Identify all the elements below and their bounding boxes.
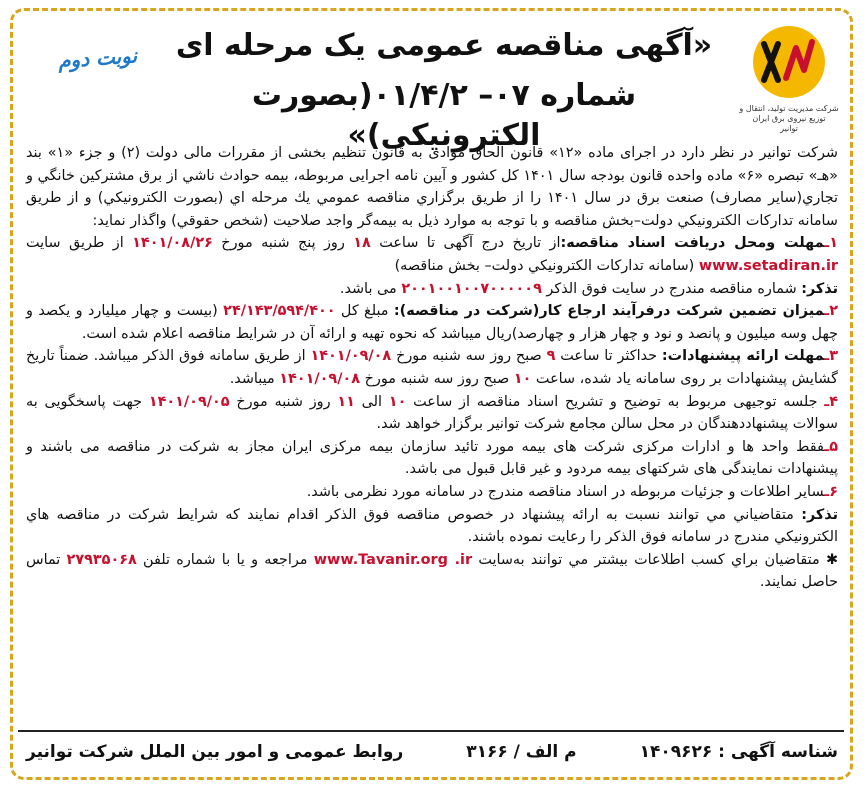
- item-number: ۴ـ: [824, 393, 838, 410]
- date-value: ۱۴۰۱/۰۹/۰۸: [279, 370, 361, 387]
- publisher: روابط عمومی و امور بین الملل شرکت توانیر: [26, 742, 404, 762]
- item-text: (بیست و چهار میلیارد و یکصد و چهل وسه میلیون و پانصد و نود و چهار هزار و چهارصد)ریال میباشد که نحوه تهیه و ارائه آن در شرایط مناقصه اعلام شده است.: [26, 303, 838, 342]
- item-text: فقط واحد ها و ادارات مرکزی شرکت های بیمه مورد تائید سازمان بیمه مرکزی ایران مجاز به شرکت در مناقصه می باشند و پیشنهادات نمایندگی های شرکتهای بیمه مردود و غیر قابل قبول می باشد.: [26, 438, 838, 478]
- item-text: صبح روز سه شنبه مورخ: [391, 348, 547, 365]
- note-label: تذکر:: [801, 280, 838, 297]
- item-text: مراجعه و یا با شماره تلفن: [136, 551, 314, 568]
- item-lead: مهلت ومحل دریافت اسناد مناقصه:: [560, 235, 825, 252]
- item-text: از طریق سایت: [26, 235, 133, 252]
- item-1: [26, 232, 838, 277]
- item-text: متقاضياني مي توانند نسبت به ارائه پیشنهاد در خصوص مناقصه فوق الذکر اقدام نمایند که شرایط شرکت در مناقصه هاي الكترونيكي مندرج در سامانه فوق الذكر را رعایت نموده باشند.: [26, 506, 838, 546]
- item-number: ۶ـ: [824, 483, 838, 500]
- item-number: ۱ـ: [824, 235, 839, 252]
- item-5: [26, 436, 838, 481]
- guarantee-amount: ۲۴/۱۴۳/۵۹۴/۴۰۰: [223, 303, 336, 320]
- item-2: [26, 300, 838, 345]
- item-lead: مهلت ارائه پیشنهادات:: [661, 348, 825, 365]
- item-text: سایر اطلاعات و جزئیات مربوطه در اسناد مناقصه مندرج در سامانه مورد نظرمی باشد.: [306, 483, 825, 500]
- tavanir-link[interactable]: www.Tavanir.org .ir: [313, 551, 473, 568]
- note-label: تذکر:: [801, 506, 838, 523]
- round-label: نوبت دوم: [57, 43, 138, 73]
- hour-value: ۱۰: [513, 370, 532, 387]
- item-4: [26, 391, 838, 436]
- hour-value: ۱۸: [353, 235, 371, 252]
- item-text: (سامانه تداركات الكترونيكي دولت– بخش مناقصه): [394, 257, 699, 274]
- notice-title: «آگهی مناقصه عمومی یک مرحله ای: [175, 28, 713, 63]
- hour-value: ۱۰: [388, 393, 407, 410]
- item-text: روز شنبه مورخ: [229, 393, 338, 410]
- item-text: جلسه توجیهی مربوط به توضیح و تشریح اسناد مناقصه از ساعت: [406, 393, 825, 410]
- ad-code: م الف / ۳۱۶۶: [466, 742, 577, 762]
- setadiran-link[interactable]: www.setadiran.ir: [698, 257, 838, 274]
- item-text: از تاریخ درج آگهی تا ساعت: [370, 235, 561, 252]
- hour-value: ۹: [546, 348, 556, 365]
- item-3: [26, 345, 838, 390]
- item-text: متقاضيان براي كسب اطلاعات بيشتر مي توانند به‌سايت: [472, 551, 826, 568]
- note-2: [26, 504, 838, 549]
- date-value: ۱۴۰۱/۰۹/۰۵: [148, 393, 230, 410]
- item-text: از طریق سامانه فوق الذکر میباشد. ضمناً تاریخ گشایش پیشنهادات بر روی سامانه یاد شده، ساعت: [26, 348, 838, 387]
- item-text: جهت پاسخگویی به سوالات پیشنهاددهندگان در محل سالن مجامع شرکت توانیر برگزار خواهد شد.: [26, 393, 838, 433]
- contact-line: [26, 549, 838, 594]
- notice-body: [26, 142, 838, 594]
- date-value: ۱۴۰۱/۰۸/۲۶: [132, 235, 213, 252]
- ad-id-label: شناسه آگهی :: [718, 742, 838, 762]
- tender-code: ۲۰۰۱۰۰۱۰۰۷۰۰۰۰۰۹: [401, 280, 542, 297]
- item-text: می باشد.: [339, 280, 402, 297]
- ad-id: [640, 738, 838, 766]
- footer: [26, 738, 838, 766]
- item-text: میباشد.: [229, 370, 280, 387]
- phone-number: ۲۷۹۳۵۰۶۸: [66, 551, 137, 568]
- item-text: صبح روز سه شنبه مورخ: [360, 370, 514, 387]
- notice-number: شماره ۰۷– ۰۱/۴/۲(بصورت الکترونیکی)»: [251, 78, 637, 153]
- ad-id-value: ۱۴۰۹۶۲۶: [639, 742, 713, 762]
- item-text: روز پنج شنبه مورخ: [212, 235, 354, 252]
- item-lead: میزان تضمین شرکت درفرآیند ارجاع کار(شرکت در مناقصه):: [393, 303, 825, 320]
- item-number: ۲ـ: [824, 303, 838, 320]
- item-text: مبلغ کل: [335, 303, 394, 320]
- item-number: ۵ـ: [824, 438, 838, 455]
- notice: [18, 16, 844, 772]
- item-text: شماره مناقصه مندرج در سایت فوق الذکر: [541, 280, 802, 297]
- item-text: تماس حاصل نمایند.: [26, 551, 838, 591]
- org-caption: شرکت مدیریت تولید، انتقال و توزیع نیروی برق ایران توانیر: [739, 104, 839, 133]
- item-text: حداكثر تا ساعت: [555, 348, 662, 365]
- item-6: [26, 481, 838, 504]
- star-icon: ✱: [825, 551, 838, 568]
- date-value: ۱۴۰۱/۰۹/۰۸: [310, 348, 392, 365]
- note-1: [26, 278, 838, 301]
- item-number: ۳ـ: [824, 348, 838, 365]
- hour-value: ۱۱: [337, 393, 355, 410]
- footer-divider: [18, 730, 844, 732]
- intro-paragraph: شرکت توانیر در نظر دارد در اجرای ماده «۱۲» قانون الحاق موادی به قانون تنظیم بخشی از مقررات مالی دولت (۲) و جزء «۱» بند «هـ» تبصره «۶» ماده واحده قانون بودجه سال ۱۴۰۱ کل کشور و آیین نامه اجرایی مربوطه، بیمه حوادث ناشي از برق مشترکین خانگي و تجاري(سایر مصارف) صنعت برق در سال ۱۴۰۱ را از طریق برگزاري مناقصه عمومي یك مرحله اي (بصورت الكترونيكي) و از طریق سامانه تداركات الكترونيكي دولت–بخش مناقصه و با توجه به موارد ذیل به بیمه‌گر واجد صلاحیت (شخص حقوقي) واگذار نماید:: [26, 145, 838, 229]
- item-text: الی: [354, 393, 389, 410]
